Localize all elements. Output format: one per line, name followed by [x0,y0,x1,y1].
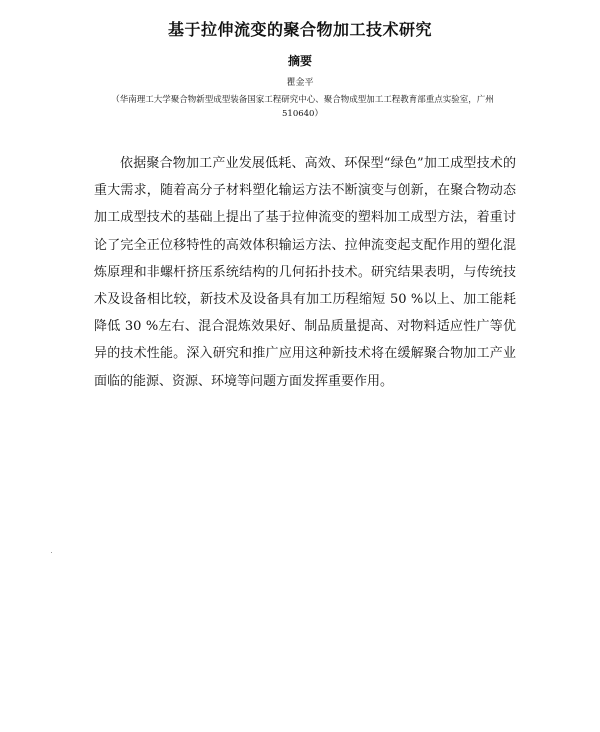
paper-title: 基于拉伸流变的聚合物加工技术研究 [167,20,432,39]
abstract-heading: 摘要 [287,54,312,68]
author-affiliation: （华南理工大学聚合物新型成型装备国家工程研究中心、聚合物成型加工工程教育部重点实验室，广州 510640） [111,95,494,119]
abstract-body: 依据聚合物加工产业发展低耗、高效、环保型“绿色”加工成型技术的重大需求，随着高分子材料塑化输运方法不断演变与创新，在聚合物动态加工成型技术的基础上提出了基于拉伸流变的塑料加工成型方法，着重讨论了完全正位移特性的高效体积输运方法、拉伸流变起支配作用的塑化混炼原理和非螺杆挤压系统结构的几何拓扑技术。研究结果表明，与传统技术及设备相比较，新技术及设备具有加工历程缩短 50 %以上、加工能耗降低 30 %左右、混合混炼效果好、制品质量提高、对物料适应性广等优异的技术性能。深入研究和推广应用这种新技术将在缓解聚合物加工产业面临的能源、资源、环境等问题方面发挥重要作用。 [94,156,516,389]
author-name: 瞿金平 [286,78,314,88]
scan-artifact-dot [51,552,52,553]
